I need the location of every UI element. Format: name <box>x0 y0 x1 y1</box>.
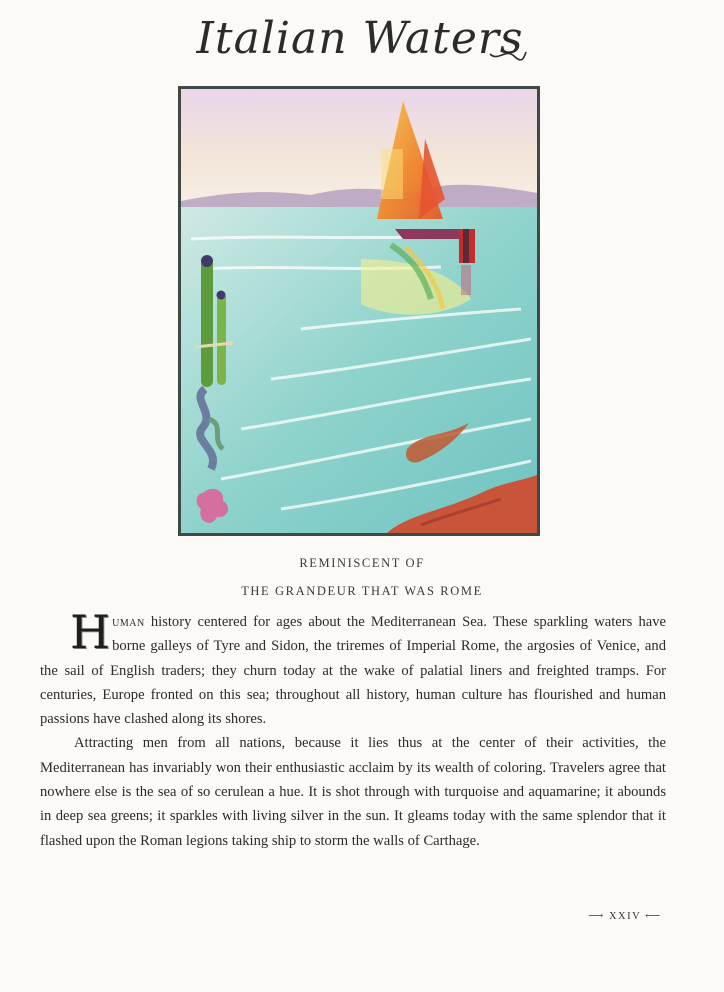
paragraph-1 <box>40 605 666 731</box>
paragraph-1-text: history centered for ages about the Mediterranean Sea. These sparkling waters have borne galleys of Tyre and Sidon, the triremes of Imperial Rome, the argosies of Venice, and the sail of English traders; they churn today at the wake of palatial liners and freighted tramps. For centuries, Europe fronted on this sea; throughout all history, human culture has flourished and human passions have clashed along its shores. <box>40 614 666 728</box>
sea <box>181 207 537 533</box>
article-body <box>40 605 666 853</box>
title-flourish-ornament <box>488 48 528 62</box>
page-title: Italian Waters <box>196 13 524 64</box>
sailboat-painting <box>181 89 537 533</box>
folio-number: XXIV <box>608 911 642 922</box>
watercolor-illustration <box>178 86 540 536</box>
page-number <box>585 910 665 926</box>
folio-ornament-right: ⟵ <box>645 911 662 922</box>
drop-cap: H <box>70 605 111 659</box>
caption-line-2: THE GRANDEUR THAT WAS ROME <box>241 584 483 598</box>
lead-in: uman <box>112 614 145 630</box>
caption-line-1: REMINISCENT OF <box>299 556 425 570</box>
folio-ornament-left: ⟶ <box>588 911 605 922</box>
paragraph-2: Attracting men from all nations, because it lies thus at the center of their activities, the Mediterranean has invariably won their enthusiastic acclaim by its wealth of coloring. Travelers agree that nowhere else is the sea of so cerulean a hue. It is shot through with turquoise and aquamarine; it abounds in deep sea greens; it sparkles with living silver in the sun. It gleams today with the same splendor that it flashed upon the Roman legions taking ship to storm the walls of Carthage. <box>40 735 666 849</box>
